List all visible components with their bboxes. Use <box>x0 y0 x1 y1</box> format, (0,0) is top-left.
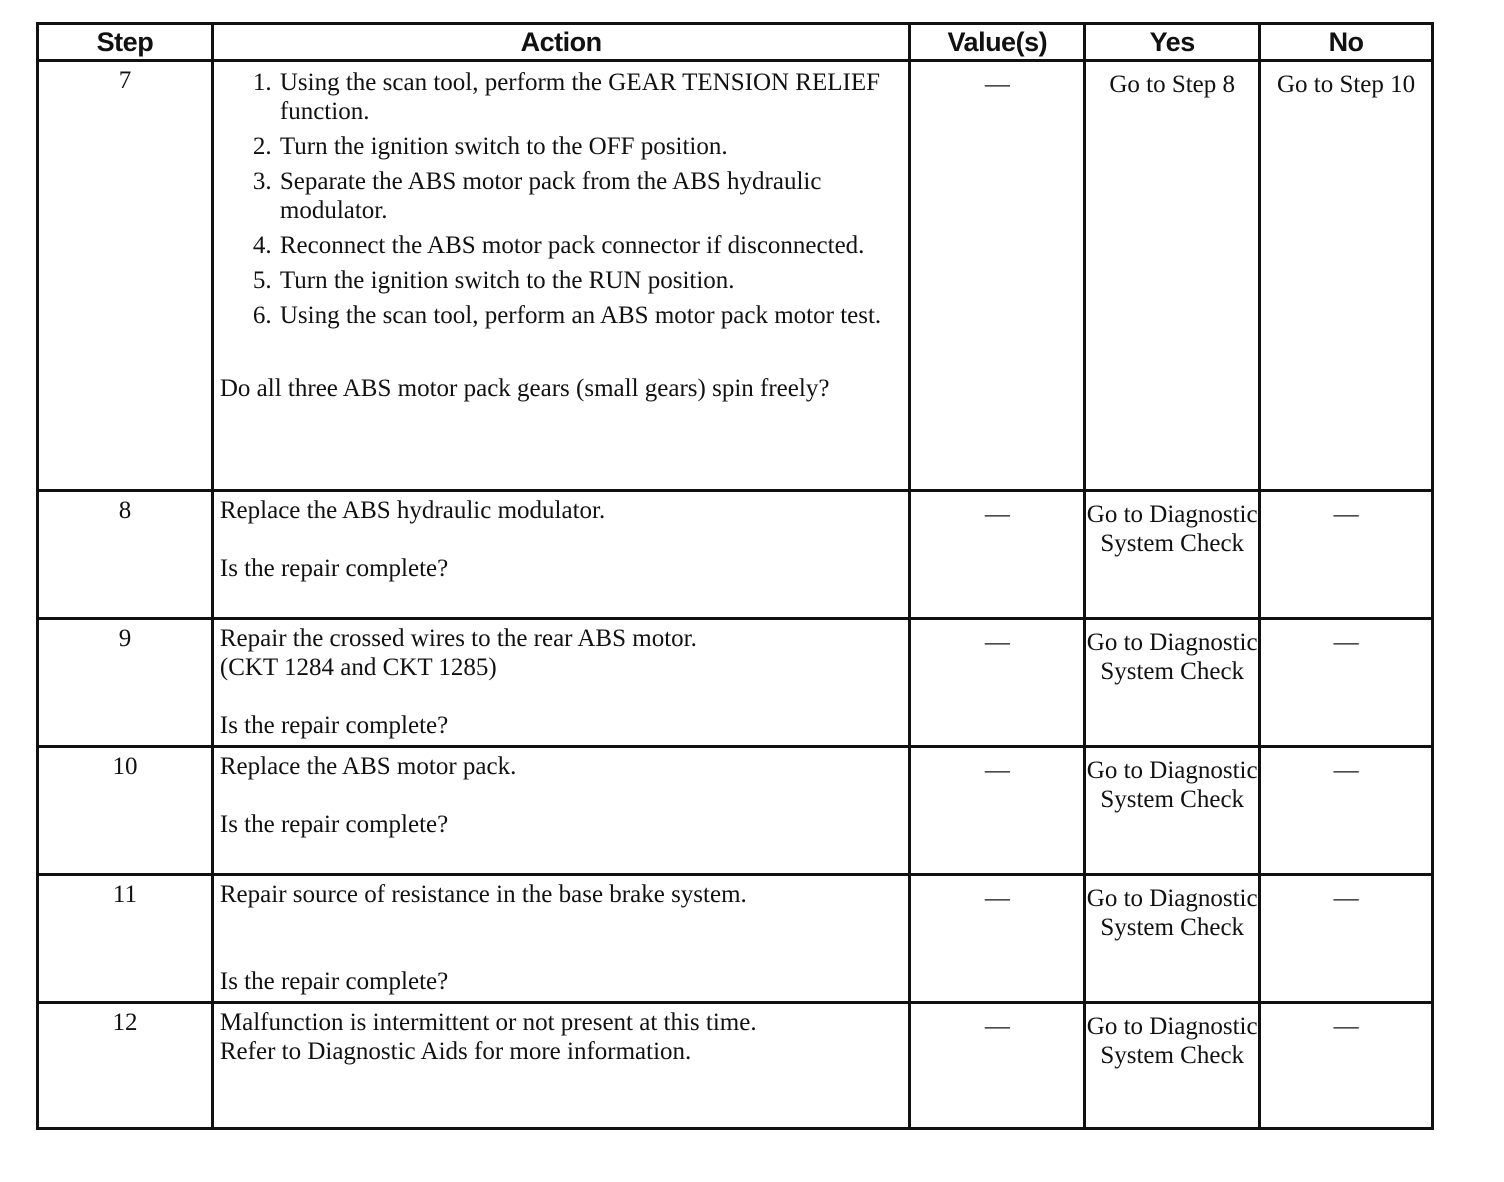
action-step: 1. Using the scan tool, perform the GEAR TENSION RELIEF function. <box>278 68 901 126</box>
value-cell: — <box>910 61 1085 491</box>
table-row <box>38 1003 1433 1129</box>
header-row <box>38 24 1433 61</box>
action-step: 6. Using the scan tool, perform an ABS motor pack motor test. <box>278 301 901 330</box>
value-cell: — <box>910 491 1085 619</box>
step-number: 11 <box>38 875 213 1003</box>
header-values: Value(s) <box>910 24 1085 61</box>
diagnostic-procedure-table <box>36 22 1434 1130</box>
no-cell: Go to Step 10 <box>1260 61 1433 491</box>
step-number: 8 <box>38 491 213 619</box>
action-text: Refer to Diagnostic Aids for more information. <box>219 1038 692 1065</box>
action-cell <box>212 61 910 491</box>
table-row <box>38 619 1433 747</box>
yes-cell: Go to Diagnostic System Check <box>1085 747 1260 875</box>
action-question: Is the repair complete? <box>219 811 449 838</box>
yes-cell: Go to Diagnostic System Check <box>1085 491 1260 619</box>
yes-cell: Go to Diagnostic System Check <box>1085 619 1260 747</box>
header-action: Action <box>212 24 910 61</box>
action-question: Is the repair complete? <box>219 968 449 995</box>
action-text: (CKT 1284 and CKT 1285) <box>219 654 497 681</box>
action-step: 3. Separate the ABS motor pack from the ABS hydraulic modulator. <box>278 167 901 225</box>
no-cell: — <box>1260 747 1433 875</box>
yes-cell: Go to Diagnostic System Check <box>1085 875 1260 1003</box>
action-text: Replace the ABS motor pack. <box>219 753 517 780</box>
action-text: Repair the crossed wires to the rear ABS motor. <box>219 625 697 652</box>
no-cell: — <box>1260 491 1433 619</box>
action-cell <box>212 747 910 875</box>
value-cell: — <box>910 619 1085 747</box>
value-cell: — <box>910 747 1085 875</box>
action-steps-list <box>220 68 901 330</box>
action-cell <box>212 619 910 747</box>
step-number: 7 <box>38 61 213 491</box>
step-number: 10 <box>38 747 213 875</box>
yes-cell: Go to Step 8 <box>1085 61 1260 491</box>
action-step: 4. Reconnect the ABS motor pack connector if disconnected. <box>278 231 901 260</box>
value-cell: — <box>910 1003 1085 1129</box>
step-number: 9 <box>38 619 213 747</box>
action-text: Malfunction is intermittent or not present at this time. <box>219 1009 757 1036</box>
step-number: 12 <box>38 1003 213 1129</box>
header-yes: Yes <box>1085 24 1260 61</box>
action-step: 2. Turn the ignition switch to the OFF position. <box>278 132 901 161</box>
action-step: 5. Turn the ignition switch to the RUN position. <box>278 266 901 295</box>
table-row <box>38 491 1433 619</box>
action-cell <box>212 875 910 1003</box>
no-cell: — <box>1260 1003 1433 1129</box>
action-text: Replace the ABS hydraulic modulator. <box>219 497 606 524</box>
value-cell: — <box>910 875 1085 1003</box>
yes-cell: Go to Diagnostic System Check <box>1085 1003 1260 1129</box>
table-row <box>38 875 1433 1003</box>
header-no: No <box>1260 24 1433 61</box>
table-row <box>38 747 1433 875</box>
action-text: Repair source of resistance in the base brake system. <box>219 881 747 908</box>
action-question: Do all three ABS motor pack gears (small gears) spin freely? <box>219 375 830 402</box>
action-question: Is the repair complete? <box>219 555 449 582</box>
table-row <box>38 61 1433 491</box>
action-cell <box>212 491 910 619</box>
no-cell: — <box>1260 619 1433 747</box>
header-step: Step <box>38 24 213 61</box>
no-cell: — <box>1260 875 1433 1003</box>
action-cell <box>212 1003 910 1129</box>
action-question: Is the repair complete? <box>219 712 449 739</box>
